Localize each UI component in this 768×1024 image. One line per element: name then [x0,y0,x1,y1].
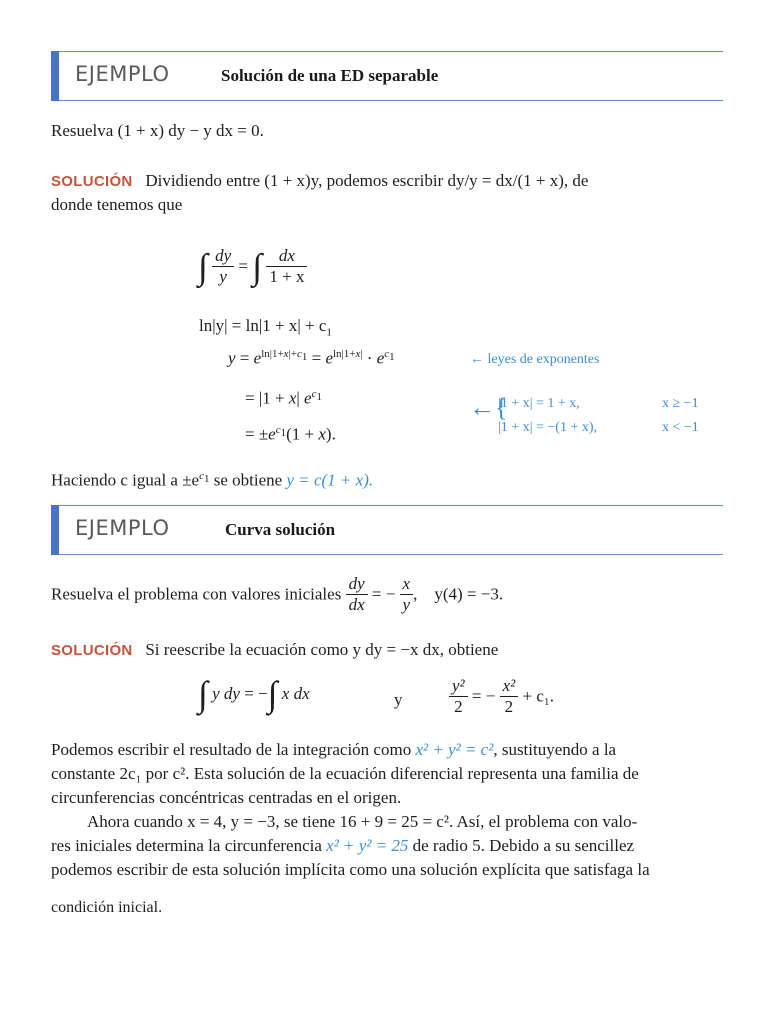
example2-result-equation: $\frac{\text{y²}}{2}$ = − $\frac{\text{x²}}{2}$ + c₁. [449,676,554,717]
example1-solution-label: SOLUCIÓN [51,173,133,190]
note-case2-condition: x < −1 [662,420,699,435]
circle-radius5-equation: x² + y² = 25 [326,836,409,855]
note-case1-condition: x ≥ −1 [662,396,699,411]
example2-problem: Resuelva el problema con valores iniciales $\frac{dy}{dx}$ = − $\frac{x}{y}$ , y(4) = −3. [51,574,504,614]
example2-para1-line2: constante 2c₁ por c². Esta solución de la ecuación diferencial representa una familia de [51,764,639,783]
example2-label: EJEMPLO [75,516,170,540]
circle-family-equation: x² + y² = c² [415,740,494,759]
example1-label: EJEMPLO [75,62,170,86]
example1-line-ln: $\ln|y| = \ln|1 + x| + c_1$ [199,316,332,339]
example2-header [51,505,723,555]
example2-para2-line1: Ahora cuando x = 4, y = −3, se tiene 16 + 9 = 25 = c². Así, el problema con valo- [87,812,638,831]
example2-solution-label: SOLUCIÓN [51,642,133,659]
case-arrow-brace: ←{ [469,393,508,422]
example2-para2-line2: res iniciales determina la circunferencia x² + y² = 25 de radio 5. Debido a su sencillez [51,836,635,855]
example1-line-abs: = |1 + x| $e^{c_1}$ [245,388,322,408]
example1-solution-text: Dividiendo entre (1 + x)y, podemos escribir dy/y = dx/(1 + x), de [145,171,589,190]
example1-solution-line1 [51,169,723,194]
note-exponent-laws: ← leyes de exponentes [470,352,600,367]
example2-solution-line: SOLUCIÓN Si reescribe la ecuación como y dy = −x dx, obtiene [51,640,499,659]
example2-para1-line3: circunferencias concéntricas centradas en el origen. [51,788,402,807]
example1-result: y = c(1 + x). [286,470,374,490]
example2-title: Curva solución [225,520,336,539]
example2-integral-equation: ∫ y dy = −∫ x dx [198,674,310,714]
note-case1: |1 + x| = 1 + x, [498,396,580,411]
example1-line-exp: $y = e^{ln|1+x|+c_1} = e^{ln|1+x|} \cdot e^{c_1}$ [228,348,395,368]
example1-conclusion: Haciendo c igual $a \pm e^{c_1}$ se obtiene y = c(1 + x). [51,470,374,490]
example2-para1-line1: Podemos escribir el resultado de la integración como x² + y² = c², sustituyendo a la [51,740,617,759]
example1-accent-bar [51,51,59,101]
example2-para2-line3: podemos escribir de esta solución implícita como una solución explícita que satisfaga la [51,860,650,879]
example1-problem: Resuelva (1 + x) dy − y dx = 0. [51,121,264,140]
example1-header [51,51,723,101]
note-case2: |1 + x| = −(1 + x), [498,420,598,435]
example1-solution-line2: donde tenemos que [51,195,183,214]
example1-title: Solución de una ED separable [221,66,439,85]
example2-accent-bar [51,505,59,555]
example1-integral-equation: ∫ $\frac{dy}{y}$ = ∫ $\frac{dx}{1 + x}$ [198,246,307,287]
example2-and-word: y [394,690,403,709]
example2-para2-line4: condición inicial. [51,899,163,916]
example1-line-pm: = $\pm e^{c_1}(1 + x)$. [245,424,336,444]
